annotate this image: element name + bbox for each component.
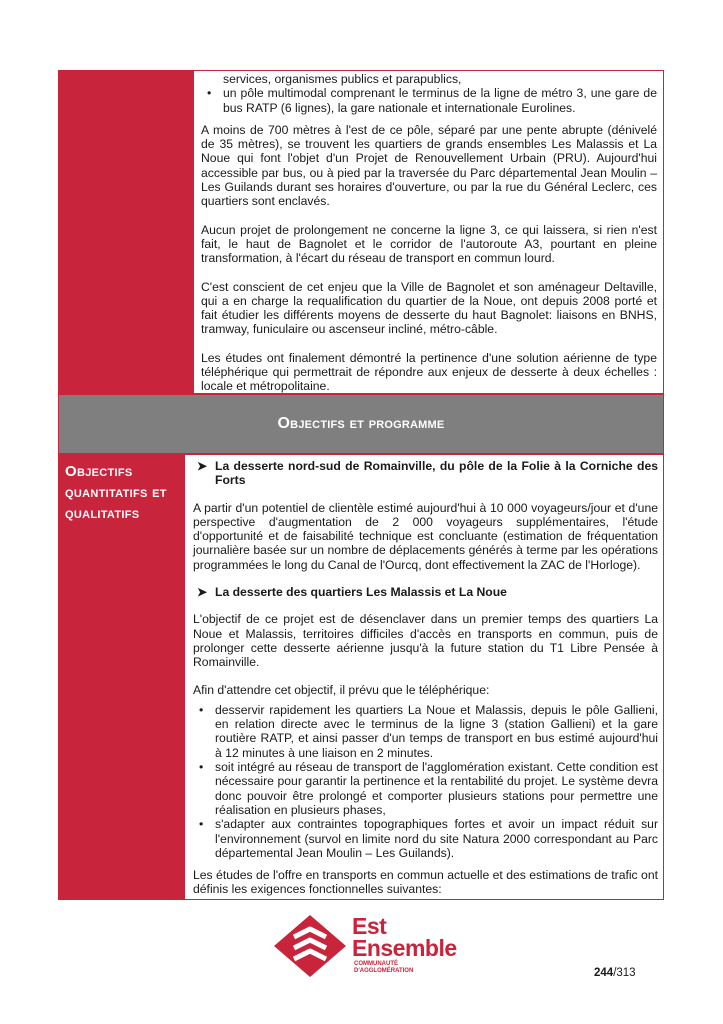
paragraph: Afin d'attendre cet objectif, il prévu que le téléphérique: [193, 682, 490, 697]
list-item: • s'adapter aux contraintes topographiques fortes et avoir un impact réduit sur l'environnement (survol en limite nord du site Natura 2000 correspondant au Parc départemental Jean Moulin – Les Guilands). [193, 817, 658, 860]
section1-text [201, 72, 657, 394]
paragraph: A partir d'un potentiel de clientèle estimé aujourd'hui à 10 000 voyageurs/jour et d'une perspective d'augmentation de 2 000 voyageurs supplémentaires, l'étude d'opportunité et de faisabilité technique est concluante (estimation de fréquentation journalière basée sur un nombre de déplacements générés à terme par les opérations programmées le long du Canal de l'Ourcq, dont effectivement la ZAC de l'Horloge). [193, 500, 658, 572]
left-red-column-top [58, 70, 194, 394]
subheading-malassis: ➤ La desserte des quartiers Les Malassis et La Noue [197, 585, 507, 600]
paragraph: Aucun projet de prolongement ne concerne la ligne 3, ce qui laissera, si rien n'est fait, le haut de Bagnolet et le corridor de l'autoroute A3, pourtant en pleine transformation, à l'écart du réseau de transport en commun lourd. [201, 222, 657, 266]
logo-text-ensemble: Ensemble [352, 935, 457, 961]
logo-diamond-icon [272, 913, 348, 979]
logo-subtitle-1: COMMUNAUTÉ [354, 961, 398, 967]
logo-text-est: Est [352, 913, 387, 939]
banner-title: Objectifs et programme [277, 415, 445, 432]
page-number [594, 967, 636, 979]
paragraph: Les études de l'offre en transports en commun actuelle et des estimations de trafic ont définis les exigences fonctionnelles suivantes: [193, 868, 658, 897]
paragraph: C'est conscient de cet enjeu que la Ville de Bagnolet et son aménageur Deltaville, qui a en charge la requalification du quartier de la Noue, ont depuis 2008 porté et fait étudier les différents moyens de desserte du haut Bagnolet: liaisons en BNHS, tramway, funiculaire ou ascenseur incliné, métro-câble. [201, 279, 657, 337]
side-title: Objectifs quantitatifs et qualitatifs [65, 463, 167, 522]
paragraph: L'objectif de ce projet est de désenclaver dans un premier temps des quartiers La Noue et Malassis, territoires difficiles d'accès en transports en commun, puis de prolonger cette desserte aérienne jusqu'à la future station du T1 Libre Pensée à Romainville. [193, 612, 658, 670]
section-banner [58, 394, 664, 454]
paragraph: A moins de 700 mètres à l'est de ce pôle, séparé par une pente abrupte (dénivelé de 35 mètres), se trouvent les quartiers de grands ensembles Les Malassis et La Noue qui font l'objet d'un Projet de Renouvellement Urbain (PRU). Aujourd'hui accessible par bus, ou à pied par la traversée du Parc départemental Jean Moulin – Les Guilands durant ses horaires d'ouverture, ou par la rue du Général Leclerc, ces quartiers sont enclavés. [201, 122, 657, 209]
bullet-continued: services, organismes publics et parapublics, [223, 72, 462, 86]
arrow-icon: ➤ [197, 459, 208, 473]
list-item: • soit intégré au réseau de transport de l'agglomération existant. Cette condition est nécessaire pour garantir la pertinence et la rentabilité du projet. Le système devra donc pouvoir être prolongé et comporter plusieurs stations pour permettre une réalisation en plusieurs phases, [193, 760, 658, 817]
bullet-list-top [201, 86, 657, 115]
list-item: • desservir rapidement les quartiers La Noue et Malassis, depuis le pôle Gallieni, en relation directe avec le terminus de la ligne 3 (station Gallieni) et la gare routière RATP, et ainsi passer d'un temps de transport en bus estimé aujourd'hui à 12 minutes à une liaison en 2 minutes. [193, 703, 658, 760]
bullet-list-objectives [193, 703, 658, 860]
paragraph: Les études ont finalement démontré la pertinence d'une solution aérienne de type téléphérique qui permettrait de répondre aux enjeux de desserte à deux échelles : locale et métropolitaine. [201, 350, 657, 394]
page-total: /313 [613, 967, 636, 979]
list-item: • un pôle multimodal comprenant le terminus de la ligne de métro 3, une gare de bus RATP (6 lignes), la gare nationale et internationale Eurolines. [201, 86, 657, 115]
logo-subtitle-2: D'AGGLOMÉRATION [354, 968, 414, 974]
subheading-romainville: ➤ La desserte nord-sud de Romainville, du pôle de la Folie à la Corniche des Forts [197, 459, 658, 488]
arrow-icon: ➤ [197, 585, 208, 600]
est-ensemble-logo [272, 913, 462, 981]
section2-text [193, 459, 658, 897]
page-current: 244 [594, 967, 614, 979]
